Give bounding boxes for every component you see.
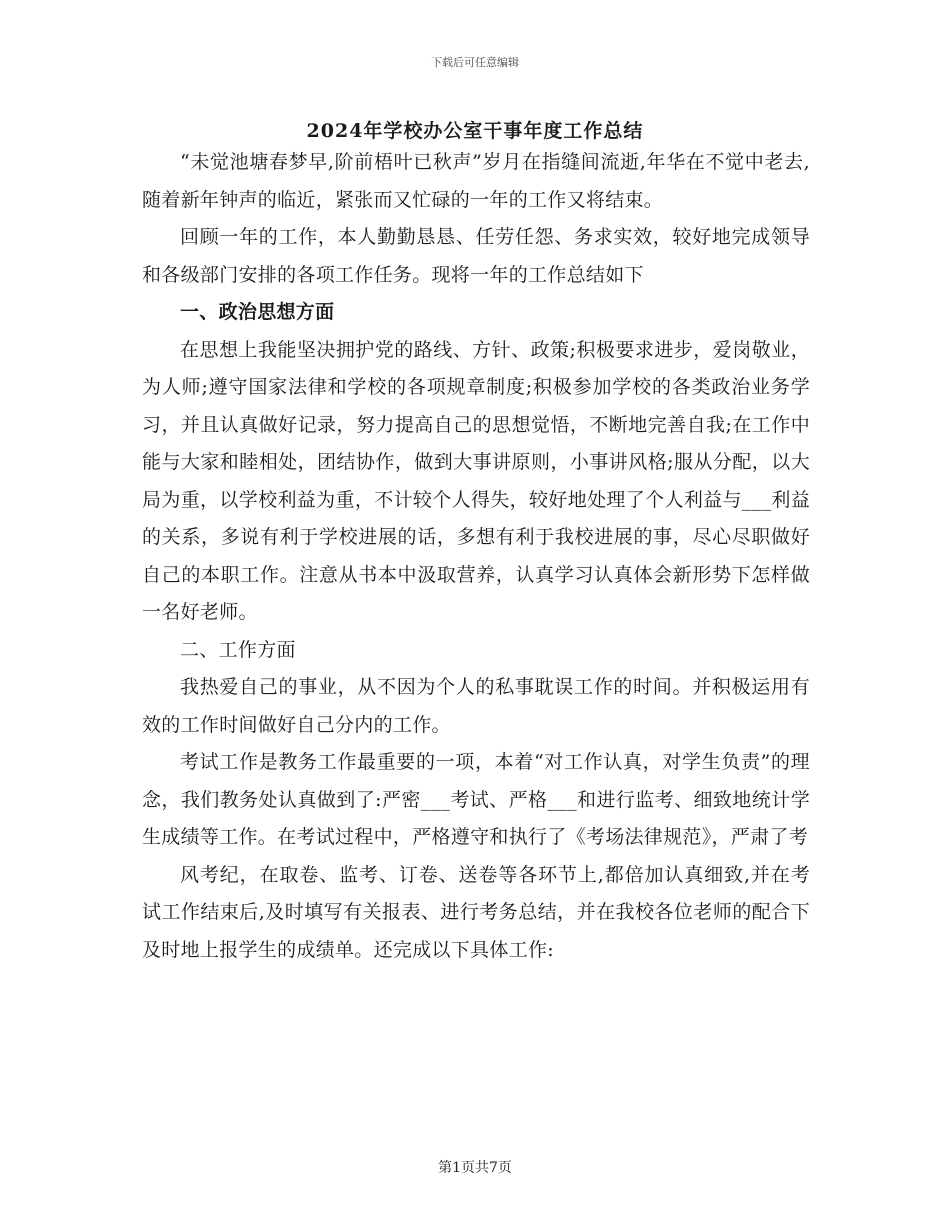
- paragraph-intro: “未觉池塘春梦早,阶前梧叶已秋声”岁月在指缝间流逝,年华在不觉中老去,随着新年钟声的临近，紧张而又忙碌的一年的工作又将结束。: [142, 151, 810, 211]
- paragraph-politics: 在思想上我能坚决拥护党的路线、方针、政策;积极要求进步，爱岗敬业，为人师;遵守国家法律和学校的各项规章制度;积极参加学校的各类政治业务学习，并且认真做好记录，努力提高自己的思想觉悟，不断地完善自我;在工作中能与大家和睦相处，团结协作，做到大事讲原则，小事讲风格;服从分配，以大局为重，以学校利益为重，不计较个人得失，较好地处理了个人利益与___利益的关系，多说有利于学校进展的话，多想有利于我校进展的事，尽心尽职做好自己的本职工作。注意从书本中汲取营养，认真学习认真体会新形势下怎样做一名好老师。: [142, 338, 810, 623]
- section-heading-politics: 一、政治思想方面: [180, 301, 335, 323]
- paragraph-work-attitude: 我热爱自己的事业，从不因为个人的私事耽误工作的时间。并积极运用有效的工作时间做好自己分内的工作。: [142, 676, 810, 736]
- document-body: [142, 144, 810, 969]
- page-number: 第1页共7页: [438, 1160, 512, 1176]
- header-note: 下载后可任意编辑: [431, 56, 519, 69]
- document-title: 2024年学校办公室干事年度工作总结: [306, 120, 644, 142]
- paragraph-exam-work: 考试工作是教务工作最重要的一项，本着“对工作认真，对学生负责”的理念，我们教务处认真做到了:严密___考试、严格___和进行监考、细致地统计学生成绩等工作。在考试过程中，严格遵守和执行了《考场法律规范》，严肃了考: [142, 751, 810, 848]
- paragraph-exam-discipline: 风考纪，在取卷、监考、订卷、送卷等各环节上,都倍加认真细致,并在考试工作结束后,及时填写有关报表、进行考务总结，并在我校各位老师的配合下及时地上报学生的成绩单。还完成以下具体工作:: [142, 863, 810, 961]
- section-heading-work: 二、工作方面: [180, 638, 296, 661]
- paragraph-review: 回顾一年的工作，本人勤勤恳恳、任劳任怨、务求实效，较好地完成领导和各级部门安排的各项工作任务。现将一年的工作总结如下: [142, 226, 810, 286]
